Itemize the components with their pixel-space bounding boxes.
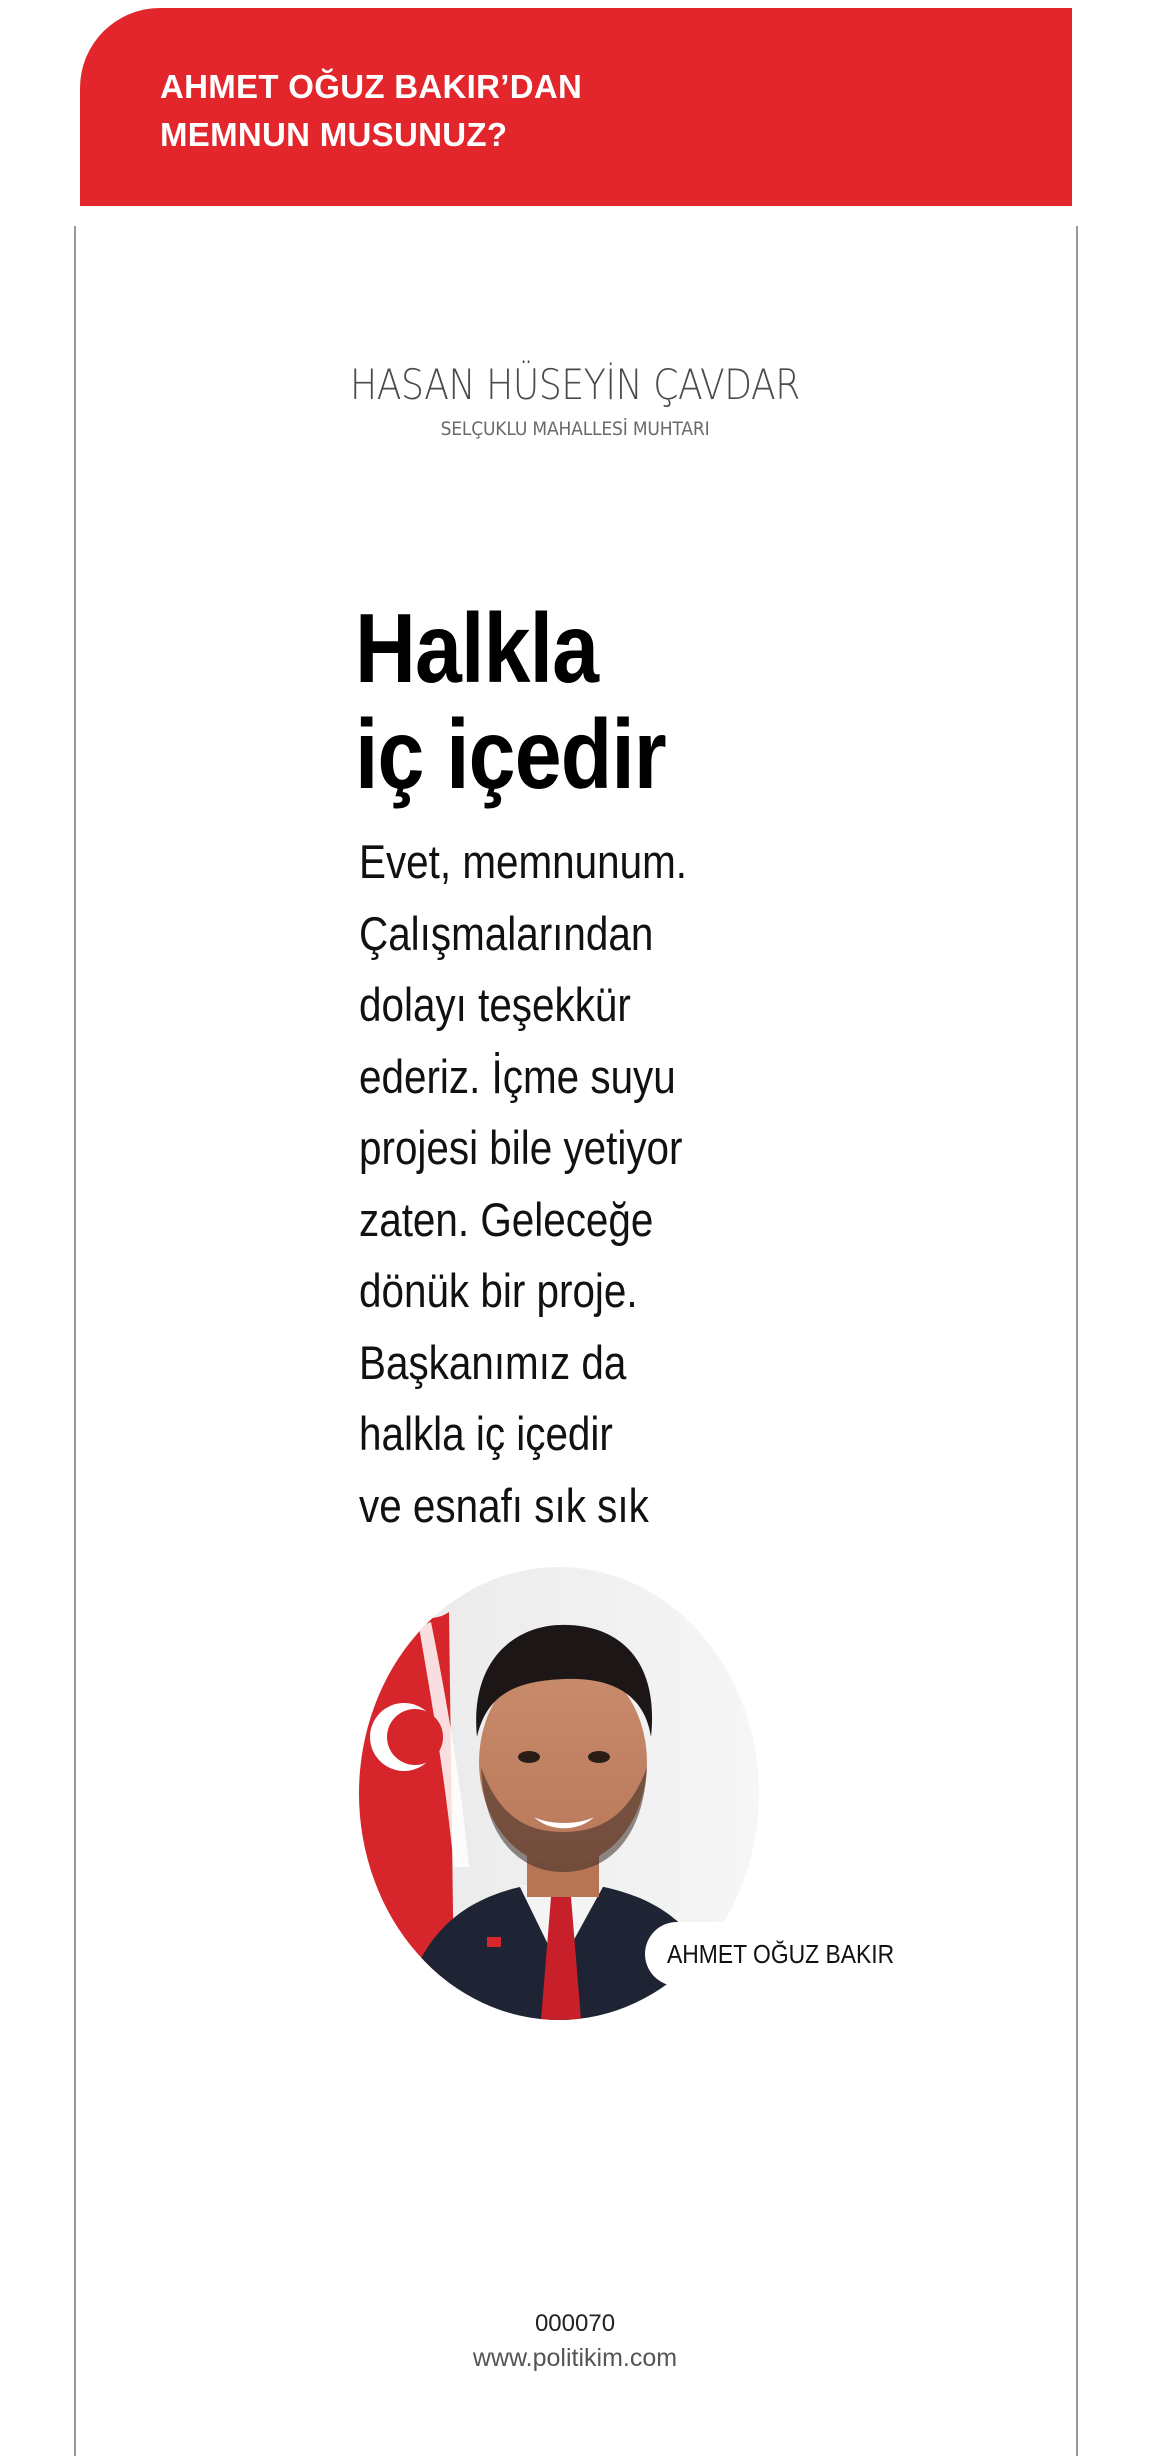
footer-code: 000070 [534, 2310, 616, 2337]
quote-body [359, 826, 687, 1541]
quote-line: ederiz. İçme suyu [359, 1049, 676, 1103]
footer-url[interactable]: www.politikim.com [472, 2344, 678, 2372]
headline [355, 595, 666, 807]
headline-line-2: iç içedir [355, 699, 666, 809]
quote-line: dolayı teşekkür [359, 978, 631, 1031]
quote-line: Evet, memnunum. [359, 835, 687, 888]
header-banner [80, 8, 1072, 206]
portrait-caption [645, 1922, 947, 1986]
quote-line: ve esnafı sık sık [359, 1478, 649, 1532]
quote-line: Çalışmalarından [359, 906, 654, 960]
quote-line: projesi bile yetiyor [359, 1121, 683, 1174]
quote-line: dönük bir proje. [359, 1264, 638, 1317]
quote-line: zaten. Geleceğe [359, 1192, 654, 1246]
respondent-title: SELÇUKLU MAHALLESİ MUHTARI [440, 418, 710, 440]
header-title [160, 63, 582, 159]
headline-line-1: Halkla [355, 593, 599, 703]
respondent-name: HASAN HÜSEYİN ÇAVDAR [350, 360, 800, 409]
quote-line: Başkanımız da [359, 1335, 627, 1389]
portrait-caption-text: AHMET OĞUZ BAKIR [667, 1938, 895, 1969]
header-title-line-1: AHMET OĞUZ BAKIR’DAN [160, 68, 583, 105]
quote-line: halkla iç içedir [359, 1407, 613, 1460]
header-title-line-2: MEMNUN MUSUNUZ? [160, 116, 508, 153]
